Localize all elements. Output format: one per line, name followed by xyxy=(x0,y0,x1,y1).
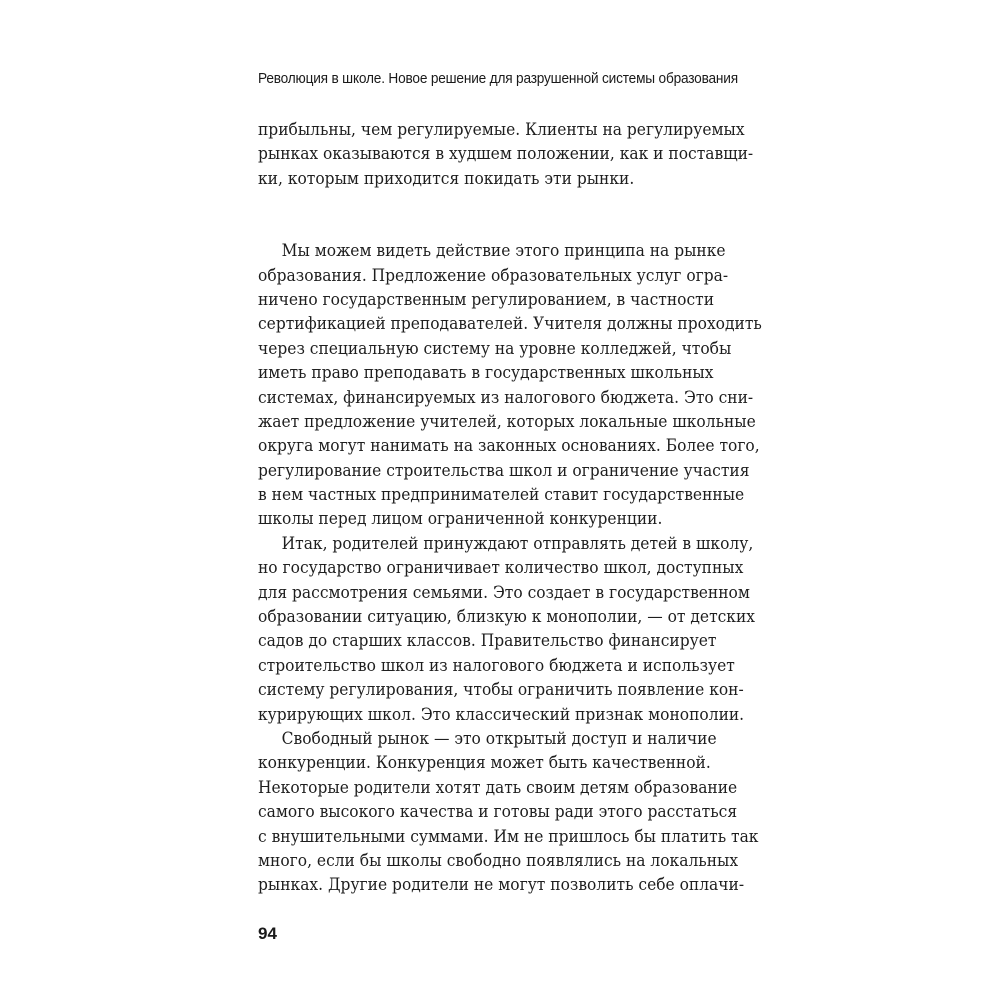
paragraph xyxy=(258,727,759,898)
text-line: иметь право преподавать в государственных школьных xyxy=(258,363,714,384)
text-line: с внушительными суммами. Им не пришлось бы платить так xyxy=(258,826,759,847)
text-line: много, если бы школы свободно появлялись на локальных xyxy=(258,850,739,871)
text-line: образования. Предложение образовательных услуг огра- xyxy=(258,265,729,286)
text-line: строительство школ из налогового бюджета и использует xyxy=(258,655,735,676)
text-line: рынках. Другие родители не могут позволить себе оплачи- xyxy=(258,875,745,896)
text-line: школы перед лицом ограниченной конкуренции. xyxy=(258,509,663,530)
text-line: Некоторые родители хотят дать своим детям образование xyxy=(258,777,738,798)
paragraph xyxy=(258,532,756,727)
text-line: округа могут нанимать на законных основаниях. Более того, xyxy=(258,436,760,457)
text-line: рынках оказываются в худшем положении, как и поставщи- xyxy=(258,144,754,165)
text-line: сертификацией преподавателей. Учителя должны проходить xyxy=(258,314,762,335)
text-line: систему регулирования, чтобы ограничить появление кон- xyxy=(258,680,744,701)
page-number: 94 xyxy=(258,924,277,943)
text-line: системах, финансируемых из налогового бюджета. Это сни- xyxy=(258,387,754,408)
paragraph-continuation xyxy=(258,118,754,191)
section-gap xyxy=(258,191,742,239)
text-line: садов до старших классов. Правительство финансирует xyxy=(258,631,717,652)
text-line: но государство ограничивает количество школ, доступных xyxy=(258,558,744,579)
text-line: в нем частных предпринимателей ставит государственные xyxy=(258,485,745,506)
text-line: Свободный рынок — это открытый доступ и наличие xyxy=(281,728,717,749)
text-line: Итак, родителей принуждают отправлять детей в школу, xyxy=(281,533,754,554)
text-line: жает предложение учителей, которых локальные школьные xyxy=(258,411,756,432)
text-line: ки, которым приходится покидать эти рынки. xyxy=(258,168,635,189)
running-header: Революция в школе. Новое решение для разрушенной системы образования xyxy=(258,70,738,87)
text-line: прибыльны, чем регулируемые. Клиенты на регулируемых xyxy=(258,120,745,140)
paragraph xyxy=(258,239,762,532)
text-line: самого высокого качества и готовы ради этого расстаться xyxy=(258,802,738,823)
text-line: образовании ситуацию, близкую к монополии, — от детских xyxy=(258,607,756,628)
text-line: через специальную систему на уровне колледжей, чтобы xyxy=(258,338,732,359)
body-text xyxy=(258,118,762,898)
text-line: курирующих школ. Это классический признак монополии. xyxy=(258,704,745,725)
text-line: Мы можем видеть действие этого принципа на рынке xyxy=(281,241,726,262)
text-line: ничено государственным регулированием, в частности xyxy=(258,289,715,310)
text-line: конкуренции. Конкуренция может быть качественной. xyxy=(258,753,711,774)
text-line: для рассмотрения семьями. Это создает в государственном xyxy=(258,582,750,603)
text-line: регулирование строительства школ и ограничение участия xyxy=(258,460,750,481)
